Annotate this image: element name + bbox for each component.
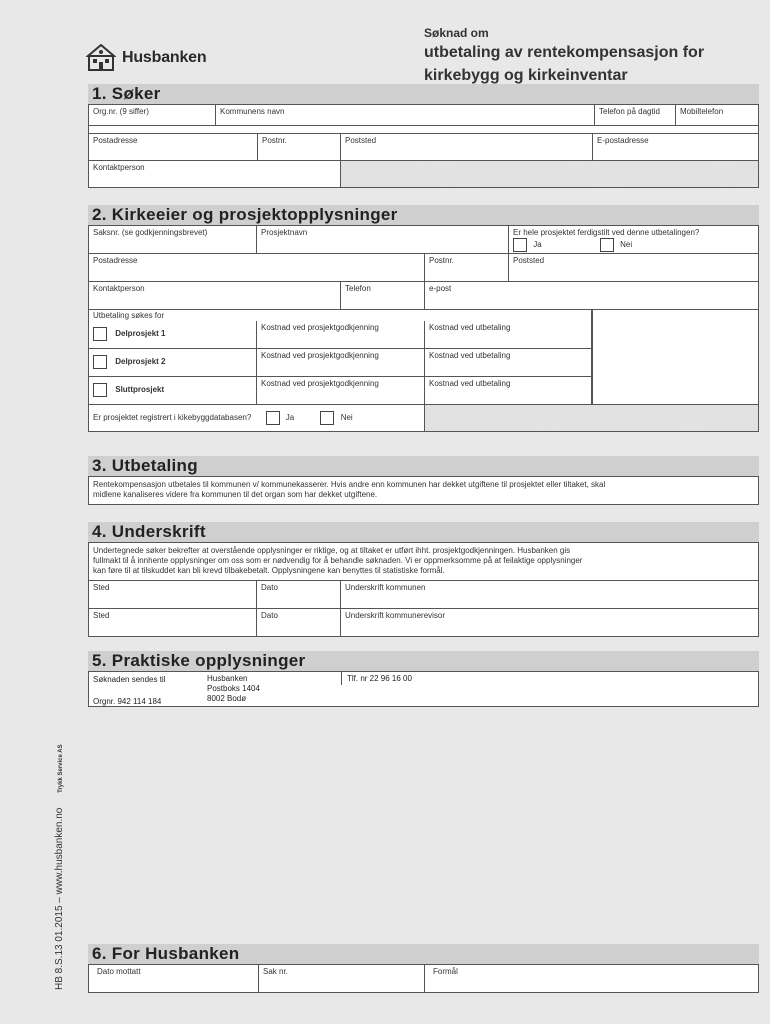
s2-telefon-label: Telefon: [345, 284, 371, 293]
s2-postnr-label: Postnr.: [429, 256, 454, 265]
adresse-line-3: 8002 Bodø: [207, 694, 247, 703]
s2-kontakt-label: Kontaktperson: [93, 284, 145, 293]
husbanken-logo: [86, 44, 206, 72]
underskrift-text-1: Undertegnede søker bekrefter at overstående opplysninger er riktige, og at tiltaket er utført ihht. prosjektgodkjenningen. Husbanken gis: [93, 546, 571, 555]
section-6-box: [88, 964, 759, 993]
form-title: [424, 26, 704, 86]
section-4-heading: 4. Underskrift: [88, 522, 759, 542]
section-6-heading: 6. For Husbanken: [88, 944, 759, 964]
logo-text: Husbanken: [122, 49, 207, 66]
adresse-line-2: Postboks 1404: [207, 684, 260, 693]
kontaktperson-field[interactable]: [89, 161, 341, 187]
kontaktperson-label: Kontaktperson: [93, 163, 145, 172]
telefon-value: Tlf. nr 22 96 16 00: [347, 674, 412, 683]
sluttprosjekt-label: Sluttprosjekt: [115, 385, 165, 395]
prosjektnavn-field[interactable]: [257, 226, 509, 254]
utbetaling-text-2: midlene kanaliseres videre fra kommunen til det organ som har dekket utgiftene.: [93, 490, 378, 499]
ferdig-nei-checkbox[interactable]: [600, 238, 614, 252]
kommune-field[interactable]: [216, 105, 595, 126]
title-line-1: utbetaling av rentekompensasjon for: [424, 44, 705, 61]
sluttprosjekt-row: [89, 377, 257, 405]
shaded-area: [425, 405, 758, 431]
underskrift-revisor-label: Underskrift kommunerevisor: [345, 611, 446, 620]
kost-utbet-label: Kostnad ved utbetaling: [429, 379, 511, 388]
s2-telefon-field[interactable]: [341, 282, 425, 310]
formal-field[interactable]: [425, 965, 758, 992]
sak-nr-label: Sak nr.: [263, 967, 288, 976]
form-code: HB 8.S.13 01.2015 – www.husbanken.no: [54, 807, 65, 990]
delprosjekt1-kost-godkj[interactable]: [257, 321, 425, 349]
delprosjekt2-checkbox[interactable]: [93, 355, 107, 369]
database-question: [89, 405, 425, 431]
kommune-label: Kommunens navn: [220, 107, 285, 116]
s2-kontakt-field[interactable]: [89, 282, 341, 310]
sted-label: Sted: [93, 583, 110, 592]
sluttprosjekt-kost-utbet[interactable]: [425, 377, 592, 405]
orgnr-field[interactable]: [89, 105, 216, 126]
section-2-box: [88, 225, 759, 432]
kost-godkj-label: Kostnad ved prosjektgodkjenning: [261, 351, 379, 360]
ferdig-ja-label: Ja: [533, 240, 542, 250]
section-5-box: [88, 671, 759, 707]
utbet-for-label-cell: [89, 310, 592, 321]
utbet-for-label: Utbetaling søkes for: [93, 311, 165, 320]
utbetaling-text: [89, 477, 758, 503]
husbanken-emblem-icon: [86, 44, 116, 72]
epost-label: E-postadresse: [597, 136, 649, 145]
orgnr-label: Org.nr. (9 siffer): [93, 107, 149, 116]
sluttprosjekt-checkbox[interactable]: [93, 383, 107, 397]
adresse-line-1: Husbanken: [207, 674, 248, 683]
underskrift-text-3: kan føre til at tilskuddet kan bli krevd tilbakebetalt. Opplysningene kan benyttes til statistiske formål.: [93, 566, 445, 575]
underskrift-kommune-label: Underskrift kommunen: [345, 583, 426, 592]
section-5-heading: 5. Praktiske opplysninger: [88, 651, 759, 671]
section-3-heading: 3. Utbetaling: [88, 456, 759, 476]
db-nei-checkbox[interactable]: [320, 411, 334, 425]
telefon-dag-label: Telefon på dagtid: [599, 107, 660, 116]
epost-field[interactable]: [593, 133, 758, 161]
db-ja-label: Ja: [285, 413, 295, 423]
shaded-area: [341, 161, 758, 187]
section-4-box: [88, 542, 759, 637]
postadresse-label: Postadresse: [93, 136, 138, 145]
sak-nr-field[interactable]: [259, 965, 425, 992]
ferdigstilt-label: Er hele prosjektet ferdigstilt ved denne utbetalingen?: [513, 228, 700, 237]
dato-label: Dato: [261, 583, 278, 592]
postadresse-field[interactable]: [89, 133, 258, 161]
poststed-label: Poststed: [345, 136, 377, 145]
delprosjekt1-row: [89, 321, 257, 349]
utbetaling-text-1: Rentekompensasjon utbetales til kommunen v/ kommunekasserer. Hvis andre enn kommunen har dekket utgiftene til prosjektet eller tiltaket, skal: [93, 480, 606, 489]
dato-field-2[interactable]: [257, 609, 341, 636]
delprosjekt2-label: Delprosjekt 2: [115, 357, 166, 367]
ferdig-nei-label: Nei: [620, 240, 633, 250]
mobil-label: Mobiltelefon: [680, 107, 724, 116]
sted-label: Sted: [93, 611, 110, 620]
s2-poststed-label: Poststed: [513, 256, 545, 265]
db-ja-checkbox[interactable]: [266, 411, 280, 425]
s2-postadresse-field[interactable]: [89, 254, 425, 282]
postnr-label: Postnr.: [262, 136, 287, 145]
kost-godkj-label: Kostnad ved prosjektgodkjenning: [261, 323, 379, 332]
dato-field-1[interactable]: [257, 581, 341, 609]
s2-postadresse-label: Postadresse: [93, 256, 138, 265]
title-line-2: kirkebygg og kirkeinventar: [424, 67, 628, 84]
s2-epost-label: e-post: [429, 284, 452, 293]
s2-epost-field[interactable]: [425, 282, 758, 310]
saksnr-label: Saksnr. (se godkjenningsbrevet): [93, 228, 208, 237]
formal-label: Formål: [433, 967, 458, 976]
title-small: Søknad om: [424, 26, 489, 40]
mobil-field[interactable]: [676, 105, 758, 126]
section-1-box: [88, 104, 759, 188]
sendes-til-block: [93, 674, 166, 707]
delprosjekt1-checkbox[interactable]: [93, 327, 107, 341]
ferdig-ja-checkbox[interactable]: [513, 238, 527, 252]
underskrift-text-2: fullmakt til å innhente opplysninger om oss som er nødvendig for å behandle søknaden. Vi er oppmerksomme på at feilaktige opplysninger: [93, 556, 583, 565]
adresse-block: [207, 674, 260, 704]
kost-utbet-label: Kostnad ved utbetaling: [429, 323, 511, 332]
orgnr-value: Orgnr. 942 114 184: [93, 697, 162, 706]
print-credit: Trykk Service AS: [58, 744, 64, 793]
ferdigstilt-question: [509, 226, 758, 254]
dato-mottatt-label: Dato mottatt: [97, 967, 141, 976]
prosjektnavn-label: Prosjektnavn: [261, 228, 308, 237]
section-2-heading: 2. Kirkeeier og prosjektopplysninger: [88, 205, 759, 225]
underskrift-kommune-field[interactable]: [341, 581, 758, 609]
empty-right-cell: [592, 310, 758, 405]
sluttprosjekt-kost-godkj[interactable]: [257, 377, 425, 405]
underskrift-revisor-field[interactable]: [341, 609, 758, 636]
sted-field-1[interactable]: [89, 581, 257, 609]
delprosjekt2-kost-godkj[interactable]: [257, 349, 425, 377]
kost-godkj-label: Kostnad ved prosjektgodkjenning: [261, 379, 379, 388]
section-1-heading: 1. Søker: [88, 84, 759, 104]
database-label: Er prosjektet registrert i kikebyggdatabasen?: [93, 413, 252, 423]
s2-poststed-field[interactable]: [509, 254, 758, 282]
divider: [341, 672, 342, 685]
side-footer: [54, 744, 65, 990]
section-3-box: [88, 476, 759, 505]
dato-label: Dato: [261, 611, 278, 620]
telefon-dag-field[interactable]: [595, 105, 676, 126]
poststed-field[interactable]: [341, 133, 593, 161]
delprosjekt2-kost-utbet[interactable]: [425, 349, 592, 377]
saksnr-field[interactable]: [89, 226, 257, 254]
s2-postnr-field[interactable]: [425, 254, 509, 282]
delprosjekt1-label: Delprosjekt 1: [115, 329, 166, 339]
delprosjekt1-kost-utbet[interactable]: [425, 321, 592, 349]
delprosjekt2-row: [89, 349, 257, 377]
dato-mottatt-field[interactable]: [89, 965, 259, 992]
sted-field-2[interactable]: [89, 609, 257, 636]
db-nei-label: Nei: [340, 413, 353, 423]
postnr-field[interactable]: [258, 133, 341, 161]
underskrift-text: [89, 543, 758, 581]
kost-utbet-label: Kostnad ved utbetaling: [429, 351, 511, 360]
sendes-til-label: Søknaden sendes til: [93, 675, 166, 684]
